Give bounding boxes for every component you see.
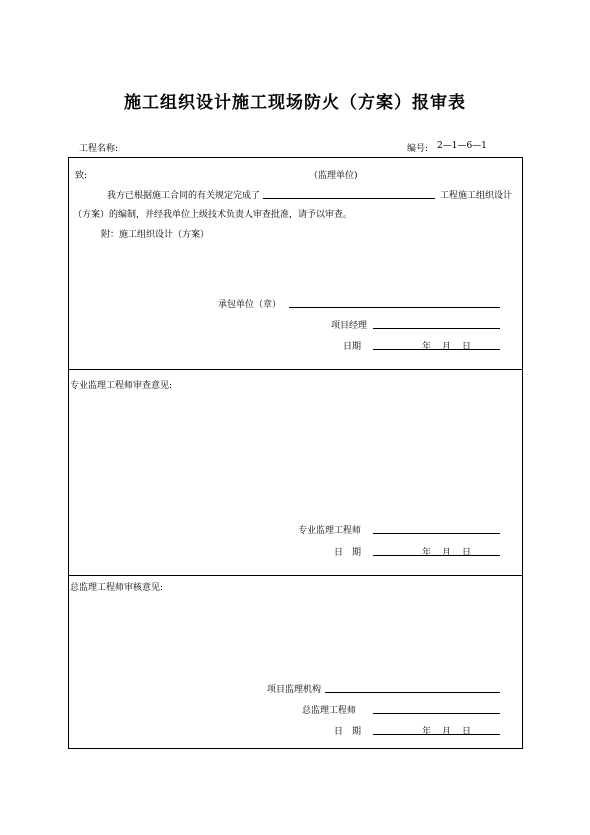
date-line-1[interactable] — [373, 349, 500, 350]
chief-line[interactable] — [373, 713, 500, 714]
date-line-3[interactable] — [373, 734, 500, 735]
engineer-label: 专业监理工程师 — [298, 526, 362, 536]
number-value: 2—1—6—1 — [437, 141, 487, 151]
contractor-line[interactable] — [289, 307, 500, 308]
day-3: 日 — [462, 727, 472, 737]
statement-prefix: 我方已根据施工合同的有关规定完成了 — [107, 191, 261, 201]
date-line-2[interactable] — [373, 555, 500, 556]
date-label-1: 日期 — [343, 342, 362, 352]
engineer-line[interactable] — [373, 533, 500, 534]
day-1: 日 — [462, 342, 472, 352]
year-2: 年 — [422, 548, 432, 558]
statement-line2: （方案）的编制，并经我单位上级技术负责人审查批准，请予以审查。 — [73, 210, 353, 220]
section2-heading: 专业监理工程师审查意见: — [70, 381, 173, 391]
page-title: 施工组织设计施工现场防火（方案）报审表 — [124, 93, 466, 113]
project-blank-line[interactable] — [263, 198, 435, 199]
chief-label: 总监理工程师 — [302, 706, 357, 716]
date-label-3: 日 期 — [334, 727, 362, 737]
year-1: 年 — [422, 342, 432, 352]
to-label: 致: — [75, 171, 88, 181]
pm-line[interactable] — [373, 328, 500, 329]
section-divider-2 — [68, 575, 523, 576]
year-3: 年 — [422, 727, 432, 737]
form-frame — [68, 157, 523, 749]
section3-heading: 总监理工程师审核意见: — [70, 583, 164, 593]
month-3: 月 — [442, 727, 452, 737]
contractor-label: 承包单位（章） — [218, 300, 282, 310]
pm-label: 项目经理 — [331, 321, 368, 331]
month-2: 月 — [442, 548, 452, 558]
org-line[interactable] — [325, 692, 500, 693]
statement-suffix: 工程施工组织设计 — [440, 191, 513, 201]
attachment-label: 附：施工组织设计（方案） — [101, 230, 210, 240]
month-1: 月 — [442, 342, 452, 352]
date-label-2: 日 期 — [334, 548, 362, 558]
day-2: 日 — [462, 548, 472, 558]
supervisor-unit: （监理单位) — [309, 171, 358, 181]
org-label: 项目监理机构 — [267, 685, 322, 695]
project-name-label: 工程名称: — [79, 144, 119, 154]
number-label: 编号: — [407, 144, 429, 154]
section-divider-1 — [68, 369, 523, 370]
